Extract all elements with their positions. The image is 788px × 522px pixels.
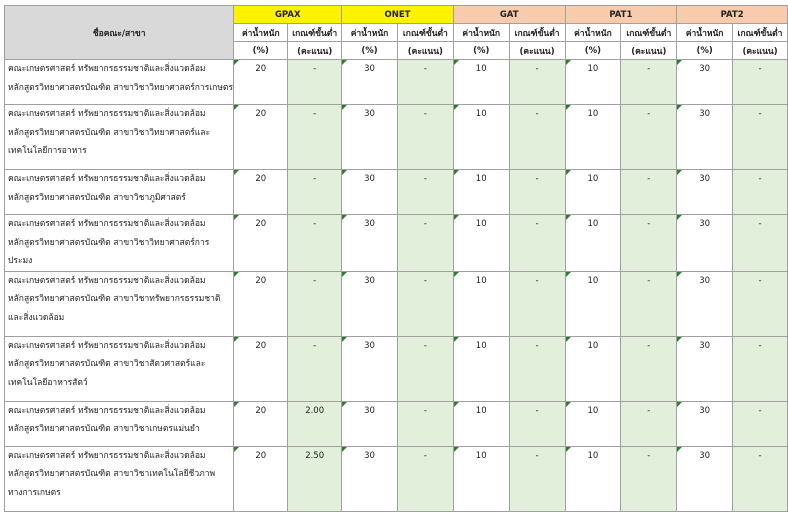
criteria-cell[interactable]: - bbox=[397, 105, 453, 170]
weight-unit-header[interactable]: (%) bbox=[677, 42, 733, 60]
weight-cell[interactable]: 10 bbox=[453, 271, 509, 336]
weight-cell[interactable]: 30 bbox=[677, 336, 733, 401]
group-header-gat[interactable]: GAT bbox=[453, 6, 565, 24]
weight-cell[interactable]: 10 bbox=[565, 401, 621, 446]
criteria-cell[interactable]: 2.00 bbox=[288, 401, 342, 446]
criteria-cell[interactable]: - bbox=[288, 215, 342, 272]
criteria-cell[interactable]: - bbox=[621, 215, 677, 272]
criteria-cell[interactable]: - bbox=[288, 271, 342, 336]
table-row bbox=[5, 336, 788, 401]
weight-cell[interactable]: 20 bbox=[234, 446, 288, 511]
weight-cell[interactable]: 10 bbox=[565, 105, 621, 170]
criteria-cell[interactable]: - bbox=[733, 215, 788, 272]
weight-cell[interactable]: 10 bbox=[453, 336, 509, 401]
criteria-unit-header[interactable]: (คะแนน) bbox=[509, 42, 565, 60]
criteria-cell[interactable]: - bbox=[397, 215, 453, 272]
criteria-cell[interactable]: - bbox=[733, 105, 788, 170]
weight-cell[interactable]: 30 bbox=[677, 215, 733, 272]
criteria-cell[interactable]: - bbox=[733, 336, 788, 401]
criteria-label-header[interactable]: เกณฑ์ขั้นต่ำ bbox=[397, 24, 453, 42]
weight-cell[interactable]: 20 bbox=[234, 60, 288, 105]
table-row bbox=[5, 215, 788, 272]
criteria-cell[interactable]: - bbox=[733, 271, 788, 336]
table-row bbox=[5, 446, 788, 511]
weight-cell[interactable]: 20 bbox=[234, 401, 288, 446]
criteria-cell[interactable]: - bbox=[509, 60, 565, 105]
criteria-cell[interactable]: - bbox=[733, 60, 788, 105]
weight-unit-header[interactable]: (%) bbox=[342, 42, 398, 60]
criteria-unit-header[interactable]: (คะแนน) bbox=[397, 42, 453, 60]
criteria-unit-header[interactable]: (คะแนน) bbox=[288, 42, 342, 60]
weight-label-header[interactable]: ค่าน้ำหนัก bbox=[342, 24, 398, 42]
table-row bbox=[5, 105, 788, 170]
faculty-name-cell[interactable]: คณะเกษตรศาสตร์ ทรัพยากรธรรมชาติและสิ่งแวดล้อม หลักสูตรวิทยาศาสตรบัณฑิต สาขาวิชาเกษตรแม่นยำ bbox=[5, 401, 234, 446]
weight-cell[interactable]: 30 bbox=[342, 170, 398, 215]
weight-cell[interactable]: 10 bbox=[565, 170, 621, 215]
criteria-cell[interactable]: - bbox=[509, 170, 565, 215]
weight-cell[interactable]: 30 bbox=[342, 336, 398, 401]
criteria-label-header[interactable]: เกณฑ์ขั้นต่ำ bbox=[733, 24, 788, 42]
criteria-cell[interactable]: - bbox=[621, 271, 677, 336]
weight-label-header[interactable]: ค่าน้ำหนัก bbox=[453, 24, 509, 42]
weight-cell[interactable]: 30 bbox=[677, 401, 733, 446]
group-header-gpax[interactable]: GPAX bbox=[234, 6, 342, 24]
table-row bbox=[5, 271, 788, 336]
faculty-name-cell[interactable]: คณะเกษตรศาสตร์ ทรัพยากรธรรมชาติและสิ่งแวดล้อม หลักสูตรวิทยาศาสตรบัณฑิต สาขาวิชาวิทยาศาสตร์การเกษตร bbox=[5, 60, 234, 105]
criteria-cell[interactable]: - bbox=[397, 336, 453, 401]
weight-cell[interactable]: 30 bbox=[677, 271, 733, 336]
weight-cell[interactable]: 30 bbox=[677, 105, 733, 170]
criteria-cell[interactable]: - bbox=[509, 401, 565, 446]
criteria-cell[interactable]: - bbox=[621, 336, 677, 401]
weight-cell[interactable]: 20 bbox=[234, 105, 288, 170]
weight-cell[interactable]: 20 bbox=[234, 215, 288, 272]
table-row bbox=[5, 170, 788, 215]
criteria-cell[interactable]: - bbox=[621, 401, 677, 446]
criteria-cell[interactable]: 2.50 bbox=[288, 446, 342, 511]
weight-cell[interactable]: 10 bbox=[565, 215, 621, 272]
criteria-cell[interactable]: - bbox=[288, 60, 342, 105]
table-row bbox=[5, 60, 788, 105]
criteria-cell[interactable]: - bbox=[509, 215, 565, 272]
weight-cell[interactable]: 10 bbox=[453, 105, 509, 170]
criteria-cell[interactable]: - bbox=[509, 336, 565, 401]
weight-unit-header[interactable]: (%) bbox=[234, 42, 288, 60]
faculty-name-cell[interactable]: คณะเกษตรศาสตร์ ทรัพยากรธรรมชาติและสิ่งแวดล้อม หลักสูตรวิทยาศาสตรบัณฑิต สาขาวิชาภูมิศาสตร์ bbox=[5, 170, 234, 215]
weight-cell[interactable]: 30 bbox=[342, 401, 398, 446]
weight-cell[interactable]: 10 bbox=[453, 215, 509, 272]
criteria-cell[interactable]: - bbox=[397, 170, 453, 215]
criteria-label-header[interactable]: เกณฑ์ขั้นต่ำ bbox=[509, 24, 565, 42]
weight-cell[interactable]: 10 bbox=[565, 60, 621, 105]
weight-cell[interactable]: 30 bbox=[677, 446, 733, 511]
weight-cell[interactable]: 30 bbox=[677, 60, 733, 105]
criteria-cell[interactable]: - bbox=[621, 170, 677, 215]
weight-cell[interactable]: 30 bbox=[677, 170, 733, 215]
criteria-label-header[interactable]: เกณฑ์ขั้นต่ำ bbox=[288, 24, 342, 42]
faculty-name-cell[interactable]: คณะเกษตรศาสตร์ ทรัพยากรธรรมชาติและสิ่งแวดล้อม หลักสูตรวิทยาศาสตรบัณฑิต สาขาวิชาวิทยาศาสตร์และเทคโนโลยีการอาหาร bbox=[5, 105, 234, 170]
criteria-cell[interactable]: - bbox=[397, 446, 453, 511]
weight-cell[interactable]: 20 bbox=[234, 336, 288, 401]
criteria-cell[interactable]: - bbox=[288, 105, 342, 170]
weight-cell[interactable]: 30 bbox=[342, 105, 398, 170]
weight-cell[interactable]: 10 bbox=[453, 401, 509, 446]
faculty-name-cell[interactable]: คณะเกษตรศาสตร์ ทรัพยากรธรรมชาติและสิ่งแวดล้อม หลักสูตรวิทยาศาสตรบัณฑิต สาขาวิชาเทคโนโลยีชีวภาพทางการเกษตร bbox=[5, 446, 234, 511]
weight-unit-header[interactable]: (%) bbox=[565, 42, 621, 60]
criteria-unit-header[interactable]: (คะแนน) bbox=[621, 42, 677, 60]
group-header-pat1[interactable]: PAT1 bbox=[565, 6, 677, 24]
criteria-cell[interactable]: - bbox=[397, 271, 453, 336]
criteria-cell[interactable]: - bbox=[621, 446, 677, 511]
criteria-cell[interactable]: - bbox=[509, 446, 565, 511]
weight-label-header[interactable]: ค่าน้ำหนัก bbox=[565, 24, 621, 42]
faculty-column-header[interactable]: ชื่อคณะ/สาขา bbox=[5, 6, 234, 60]
weight-cell[interactable]: 30 bbox=[342, 271, 398, 336]
weight-cell[interactable]: 30 bbox=[342, 60, 398, 105]
weight-cell[interactable]: 20 bbox=[234, 271, 288, 336]
table-row bbox=[5, 401, 788, 446]
group-header-onet[interactable]: ONET bbox=[342, 6, 454, 24]
weight-unit-header[interactable]: (%) bbox=[453, 42, 509, 60]
weight-label-header[interactable]: ค่าน้ำหนัก bbox=[234, 24, 288, 42]
criteria-cell[interactable]: - bbox=[509, 271, 565, 336]
weight-cell[interactable]: 10 bbox=[565, 271, 621, 336]
criteria-label-header[interactable]: เกณฑ์ขั้นต่ำ bbox=[621, 24, 677, 42]
weight-cell[interactable]: 20 bbox=[234, 170, 288, 215]
criteria-cell[interactable]: - bbox=[733, 446, 788, 511]
weight-cell[interactable]: 10 bbox=[453, 60, 509, 105]
criteria-unit-header[interactable]: (คะแนน) bbox=[733, 42, 788, 60]
admission-criteria-table bbox=[4, 5, 788, 512]
weight-label-header[interactable]: ค่าน้ำหนัก bbox=[677, 24, 733, 42]
criteria-cell[interactable]: - bbox=[397, 60, 453, 105]
faculty-name-cell[interactable]: คณะเกษตรศาสตร์ ทรัพยากรธรรมชาติและสิ่งแวดล้อม หลักสูตรวิทยาศาสตรบัณฑิต สาขาวิชาสัตวศาสตร์และเทคโนโลยีอาหารสัตว์ bbox=[5, 336, 234, 401]
criteria-cell[interactable]: - bbox=[288, 170, 342, 215]
weight-cell[interactable]: 10 bbox=[453, 170, 509, 215]
weight-cell[interactable]: 10 bbox=[453, 446, 509, 511]
faculty-name-cell[interactable]: คณะเกษตรศาสตร์ ทรัพยากรธรรมชาติและสิ่งแวดล้อม หลักสูตรวิทยาศาสตรบัณฑิต สาขาวิชาวิทยาศาสตร์การประมง bbox=[5, 215, 234, 272]
criteria-cell[interactable]: - bbox=[397, 401, 453, 446]
weight-cell[interactable]: 30 bbox=[342, 446, 398, 511]
group-header-pat2[interactable]: PAT2 bbox=[677, 6, 788, 24]
criteria-cell[interactable]: - bbox=[621, 60, 677, 105]
weight-cell[interactable]: 10 bbox=[565, 336, 621, 401]
weight-cell[interactable]: 30 bbox=[342, 215, 398, 272]
weight-cell[interactable]: 10 bbox=[565, 446, 621, 511]
faculty-name-cell[interactable]: คณะเกษตรศาสตร์ ทรัพยากรธรรมชาติและสิ่งแวดล้อม หลักสูตรวิทยาศาสตรบัณฑิต สาขาวิชาทรัพยากรธรรมชาติและสิ่งแวดล้อม bbox=[5, 271, 234, 336]
criteria-cell[interactable]: - bbox=[288, 336, 342, 401]
criteria-cell[interactable]: - bbox=[621, 105, 677, 170]
criteria-cell[interactable]: - bbox=[733, 401, 788, 446]
criteria-cell[interactable]: - bbox=[733, 170, 788, 215]
criteria-cell[interactable]: - bbox=[509, 105, 565, 170]
